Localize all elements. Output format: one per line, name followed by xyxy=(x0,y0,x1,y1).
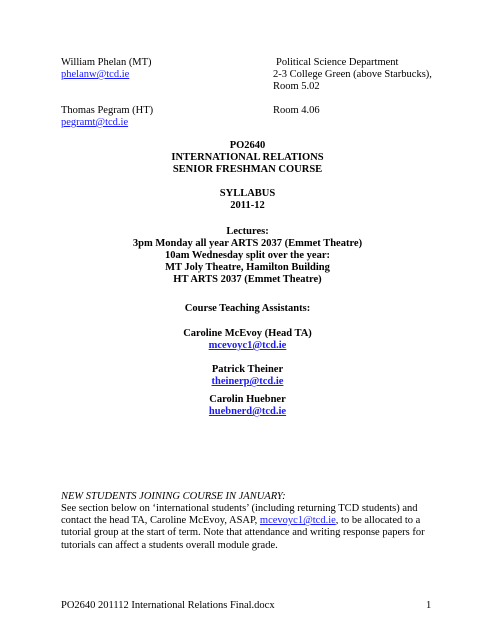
academic-year: 2011-12 xyxy=(230,200,265,211)
notice-heading: NEW STUDENTS JOINING COURSE IN JANUARY: xyxy=(61,491,286,502)
lecture-line-2: 10am Wednesday split over the year: xyxy=(165,250,330,261)
notice-paragraph xyxy=(61,503,431,552)
lecture-line-1: 3pm Monday all year ARTS 2037 (Emmet Theatre) xyxy=(132,238,363,249)
ta1-email-row xyxy=(0,340,495,352)
person2-name: Thomas Pegram (HT) xyxy=(61,105,154,116)
ta3-email-link[interactable]: huebnerd@tcd.ie xyxy=(208,406,287,417)
department-address: 2-3 College Green (above Starbucks), xyxy=(273,69,432,80)
tas-heading: Course Teaching Assistants: xyxy=(184,303,311,314)
course-code: PO2640 xyxy=(229,140,266,151)
lecture-line-4: HT ARTS 2037 (Emmet Theatre) xyxy=(173,274,322,285)
lecture-line-3: MT Joly Theatre, Hamilton Building xyxy=(165,262,330,273)
syllabus-heading: SYLLABUS xyxy=(219,188,276,199)
notice-text-after: , to be allocated to a tutorial group at the start of term. Note that attendance and writing response papers for tutorials can affect a students overall module grade. xyxy=(61,515,425,551)
person1-name: William Phelan (MT) xyxy=(61,57,152,68)
ta3-email-row xyxy=(0,406,495,418)
footer-page-number: 1 xyxy=(426,600,432,611)
department-name: Political Science Department xyxy=(276,57,399,68)
notice-email-link[interactable]: mcevoyc1@tcd.ie xyxy=(259,515,336,527)
footer-filename: PO2640 201112 International Relations Final.docx xyxy=(61,600,275,611)
ta1-name: Caroline McEvoy (Head TA) xyxy=(183,328,312,339)
ta2-email-link[interactable]: theinerp@tcd.ie xyxy=(211,376,284,387)
lectures-heading: Lectures: xyxy=(226,226,269,237)
ta2-name: Patrick Theiner xyxy=(211,364,284,375)
notice-text-before: See section below on ‘international students’ (including returning TCD students) and contact the head TA, Caroline McEvoy, ASAP, xyxy=(61,503,418,527)
ta2-email-row xyxy=(0,376,495,388)
course-name: INTERNATIONAL RELATIONS xyxy=(171,152,324,163)
room-1: Room 5.02 xyxy=(273,81,320,92)
ta3-name: Carolin Huebner xyxy=(209,394,286,405)
person1-email-link[interactable]: phelanw@tcd.ie xyxy=(61,69,130,80)
course-subtitle: SENIOR FRESHMAN COURSE xyxy=(172,164,323,175)
person2-email-link[interactable]: pegramt@tcd.ie xyxy=(61,117,129,128)
room-2: Room 4.06 xyxy=(273,105,320,116)
ta1-email-link[interactable]: mcevoyc1@tcd.ie xyxy=(208,340,287,351)
